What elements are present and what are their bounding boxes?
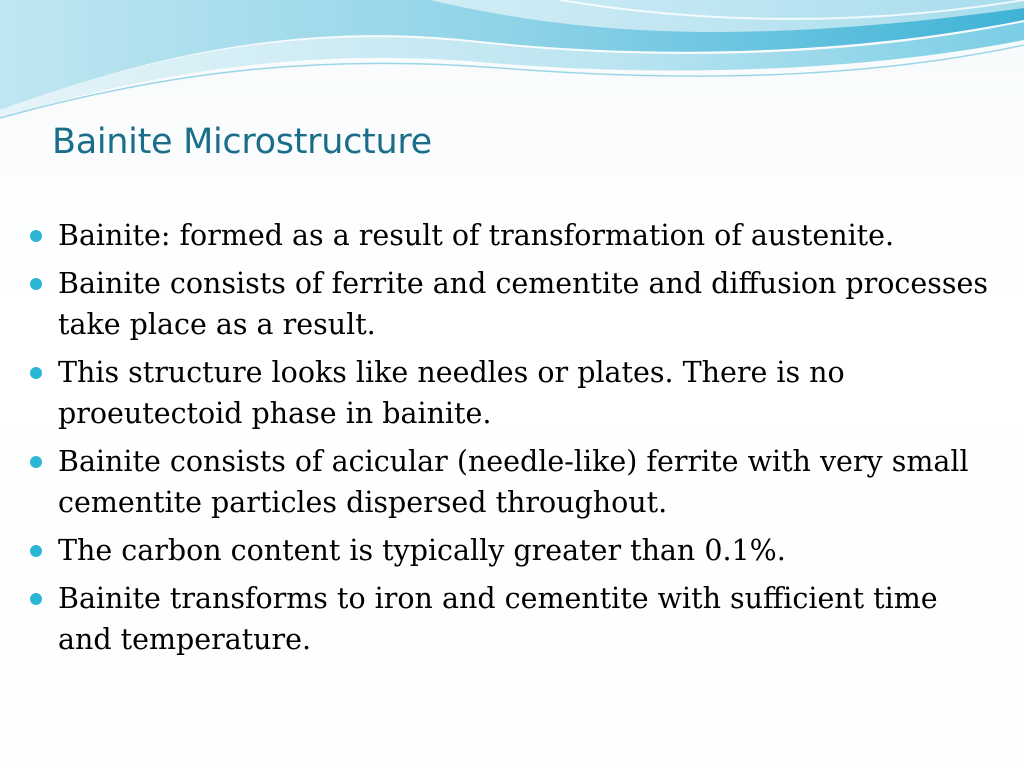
bullet-dot-icon: [30, 456, 42, 468]
bullet-item: [28, 263, 988, 345]
bullet-text: The carbon content is typically greater than 0.1%.: [58, 534, 786, 567]
bullet-text: Bainite transforms to iron and cementite with sufficient time and temperature.: [58, 582, 938, 656]
bullet-list: [28, 215, 988, 667]
bullet-item: [28, 441, 988, 523]
slide-title: Bainite Microstructure: [52, 122, 432, 162]
bullet-item: [28, 578, 988, 660]
bullet-text: Bainite consists of acicular (needle-like) ferrite with very small cementite particles dispersed throughout.: [58, 445, 969, 519]
bullet-dot-icon: [30, 545, 42, 557]
bullet-item: [28, 352, 988, 434]
bullet-dot-icon: [30, 367, 42, 379]
bullet-dot-icon: [30, 593, 42, 605]
header-wave-decoration: [0, 0, 1024, 130]
bullet-text: Bainite consists of ferrite and cementite and diffusion processes take place as a result.: [58, 267, 988, 341]
bullet-item: [28, 530, 988, 571]
bullet-text: Bainite: formed as a result of transformation of austenite.: [58, 219, 895, 252]
bullet-item: [28, 215, 988, 256]
bullet-dot-icon: [30, 230, 42, 242]
bullet-text: This structure looks like needles or plates. There is no proeutectoid phase in bainite.: [58, 356, 845, 430]
bullet-dot-icon: [30, 278, 42, 290]
